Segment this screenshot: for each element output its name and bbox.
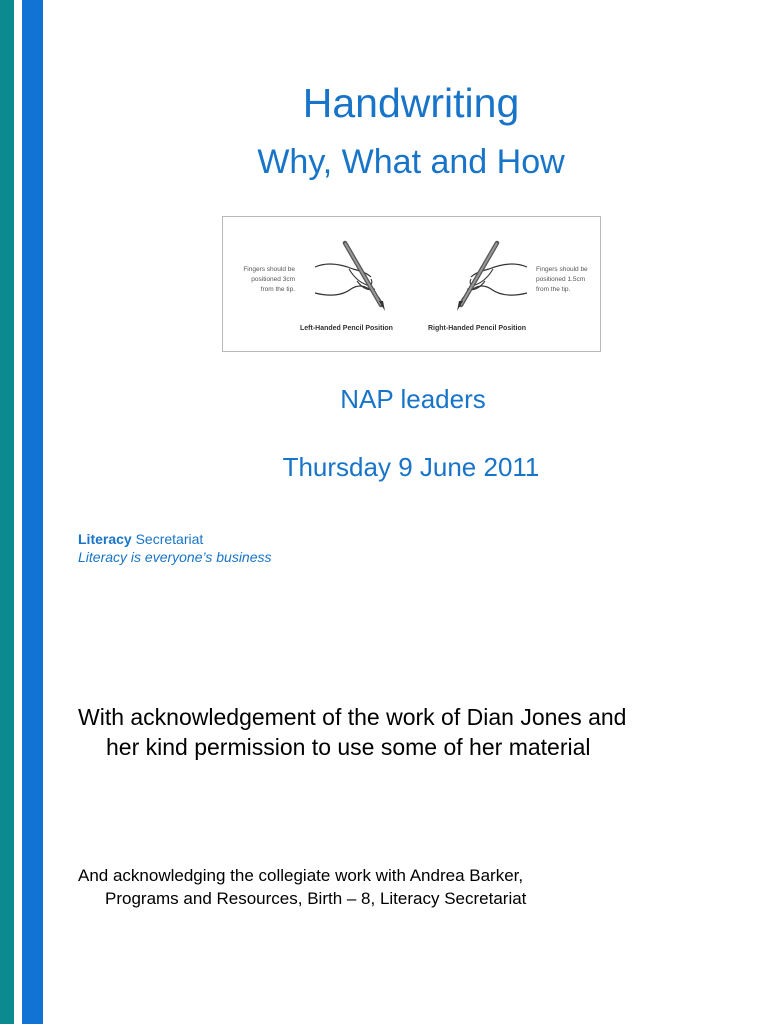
- pencil-grip-figure: [222, 216, 601, 352]
- right-hand-caption: Right-Handed Pencil Position: [428, 325, 527, 332]
- organisation-tagline: Literacy is everyone’s business: [78, 549, 272, 565]
- right-hand-note: Fingers should be positioned 1.5cm from the tip.: [536, 266, 588, 293]
- slide-subtitle: Why, What and How: [257, 143, 565, 181]
- audience-label: NAP leaders: [340, 384, 486, 414]
- org-name-bold: Literacy: [78, 531, 132, 547]
- acknowledgement-secondary: [78, 864, 738, 910]
- ack2-line1: And acknowledging the collegiate work with Andrea Barker,: [78, 866, 524, 885]
- left-hand-note: Fingers should be positioned 3cm from the tip.: [243, 266, 295, 293]
- slide-title: Handwriting: [302, 80, 520, 126]
- left-hand-caption: Left-Handed Pencil Position: [300, 325, 393, 332]
- ack1-line1: With acknowledgement of the work of Dian Jones and: [78, 704, 627, 730]
- org-name-rest: Secretariat: [131, 531, 204, 547]
- left-hand-pencil-icon: [309, 239, 409, 319]
- acknowledgement-primary: [78, 702, 738, 762]
- right-hand-pencil-icon: [433, 239, 533, 319]
- organisation-name: [78, 530, 203, 548]
- ack1-line2: her kind permission to use some of her material: [106, 734, 591, 760]
- presentation-date: Thursday 9 June 2011: [282, 452, 540, 482]
- ack2-line2: Programs and Resources, Birth – 8, Literacy Secretariat: [105, 889, 527, 908]
